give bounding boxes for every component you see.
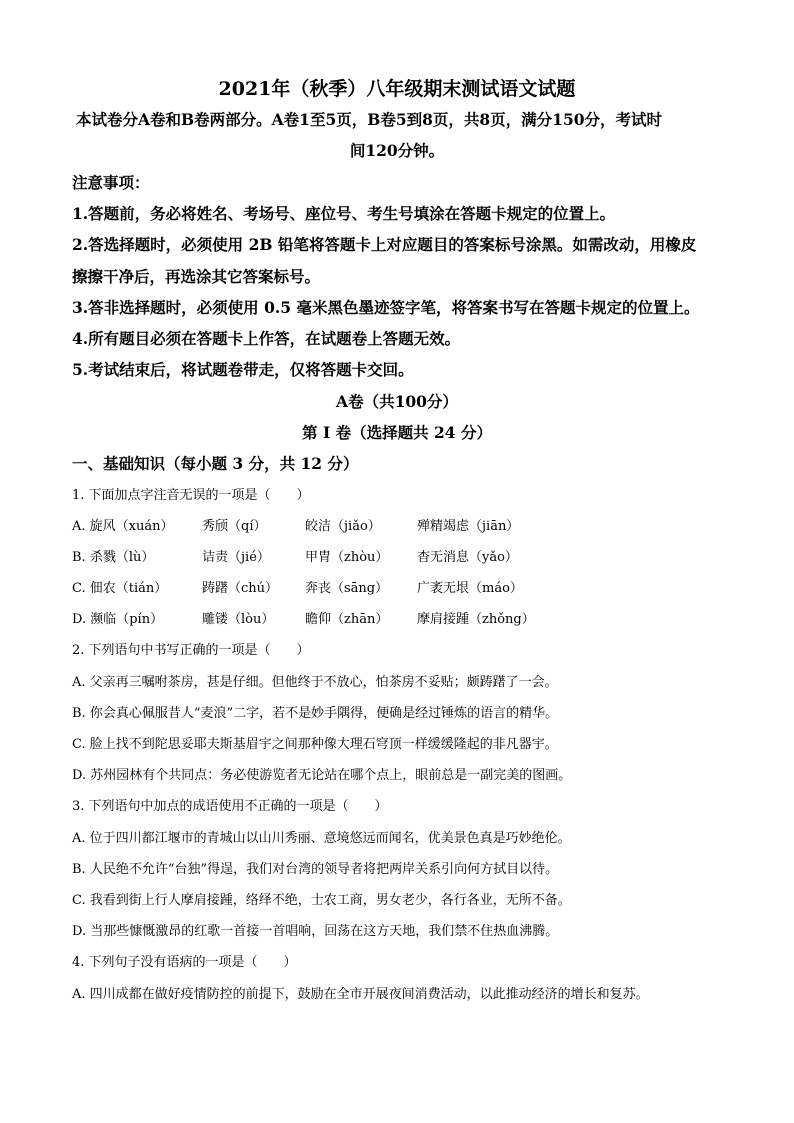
option-item: 诘责（jié） bbox=[202, 550, 270, 565]
question-3-option-b: B. 人民绝不允许“台独”得逞，我们对台湾的领导者将把两岸关系引向何方拭目以待。 bbox=[72, 862, 559, 877]
question-2-option-a: A. 父亲再三嘱咐茶房，甚是仔细。但他终于不放心，怕茶房不妥贴；颇踌躇了一会。 bbox=[72, 675, 558, 690]
notice-item: 4.所有题目必须在答题卡上作答，在试题卷上答题无效。 bbox=[72, 329, 461, 348]
notice-item: 1.答题前，务必将姓名、考场号、座位号、考生号填涂在答题卡规定的位置上。 bbox=[72, 204, 616, 223]
question-2-stem: 2. 下列语句中书写正确的一项是（ ） bbox=[72, 643, 310, 658]
question-2-option-c: C. 脸上找不到陀思妥耶夫斯基眉宇之间那种像大理石穹顶一样缓缓隆起的非凡器宇。 bbox=[72, 737, 558, 752]
question-1-stem: 1. 下面加点字注音无误的一项是（ ） bbox=[72, 488, 310, 503]
question-3-option-c: C. 我看到街上行人摩肩接踵，络绎不绝，士农工商，男女老少，各行各业，无所不备。 bbox=[72, 893, 571, 908]
notice-heading: 注意事项： bbox=[72, 173, 150, 192]
option-item: 秀颀（qí） bbox=[202, 519, 267, 534]
option-item: 殚精竭虑（jiān） bbox=[417, 519, 520, 534]
volume-a-heading: A卷（共100分） bbox=[336, 392, 458, 411]
section-one-heading: 一、基础知识（每小题 3 分，共 12 分） bbox=[72, 454, 359, 473]
notice-item: 5.考试结束后，将试题卷带走，仅将答题卡交回。 bbox=[72, 360, 414, 379]
question-3-stem: 3. 下列语句中加点的成语使用不正确的一项是（ ） bbox=[72, 799, 388, 814]
question-2-option-d: D. 苏州园林有个共同点：务必使游览者无论站在哪个点上，眼前总是一副完美的图画。 bbox=[72, 768, 572, 783]
intro-line-2: 间120分钟。 bbox=[349, 141, 445, 160]
question-4-option-a: A. 四川成都在做好疫情防控的前提下，鼓励在全市开展夜间消费活动，以此推动经济的增长和复苏。 bbox=[72, 987, 649, 1002]
option-item: 踌躇（chú） bbox=[202, 581, 279, 596]
part-one-heading: 第 I 卷（选择题共 24 分） bbox=[302, 423, 492, 442]
option-item: 瞻仰（zhān） bbox=[305, 612, 389, 627]
notice-item: 3.答非选择题时，必须使用 0.5 毫米黑色墨迹签字笔，将答案书写在答题卡规定的位置上。 bbox=[72, 298, 700, 317]
option-item: 摩肩接踵（zhǒng） bbox=[417, 612, 535, 627]
option-item: D. 濒临（pín） bbox=[72, 612, 164, 627]
question-2-option-b: B. 你会真心佩服昔人“麦浪”二字，若不是妙手隅得，便确是经过锤炼的语言的精华。 bbox=[72, 706, 559, 721]
option-item: 甲胄（zhòu） bbox=[305, 550, 389, 565]
notice-item: 2.答选择题时，必须使用 2B 铅笔将答题卡上对应题目的答案标号涂黑。如需改动，用橡皮 bbox=[72, 235, 697, 254]
option-item: 广袤无垠（máo） bbox=[417, 581, 523, 596]
option-item: 皎洁（jiǎo） bbox=[305, 519, 381, 534]
page-title: 2021年（秋季）八年级期末测试语文试题 bbox=[218, 78, 576, 100]
option-item: C. 佃农（tián） bbox=[72, 581, 168, 596]
intro-line-1: 本试卷分A卷和B卷两部分。A卷1至5页，B卷5到8页，共8页，满分150分，考试时 bbox=[76, 110, 663, 129]
question-4-stem: 4. 下列句子没有语病的一项是（ ） bbox=[72, 955, 297, 970]
option-item: 杳无消息（yǎo） bbox=[417, 550, 518, 565]
option-item: 雕镂（lòu） bbox=[202, 612, 275, 627]
question-3-option-d: D. 当那些慷慨激昂的红歌一首接一首唱响，回荡在这方天地，我们禁不住热血沸腾。 bbox=[72, 924, 559, 939]
notice-item: 擦擦干净后，再选涂其它答案标号。 bbox=[72, 267, 321, 286]
option-item: A. 旋风（xuán） bbox=[72, 519, 174, 534]
option-item: 奔丧（sāng） bbox=[305, 581, 389, 596]
question-3-option-a: A. 位于四川都江堰市的青城山以山川秀丽、意境悠远而闻名，优美景色真是巧妙绝伦。 bbox=[72, 831, 571, 846]
option-item: B. 杀戮（lù） bbox=[72, 550, 155, 565]
